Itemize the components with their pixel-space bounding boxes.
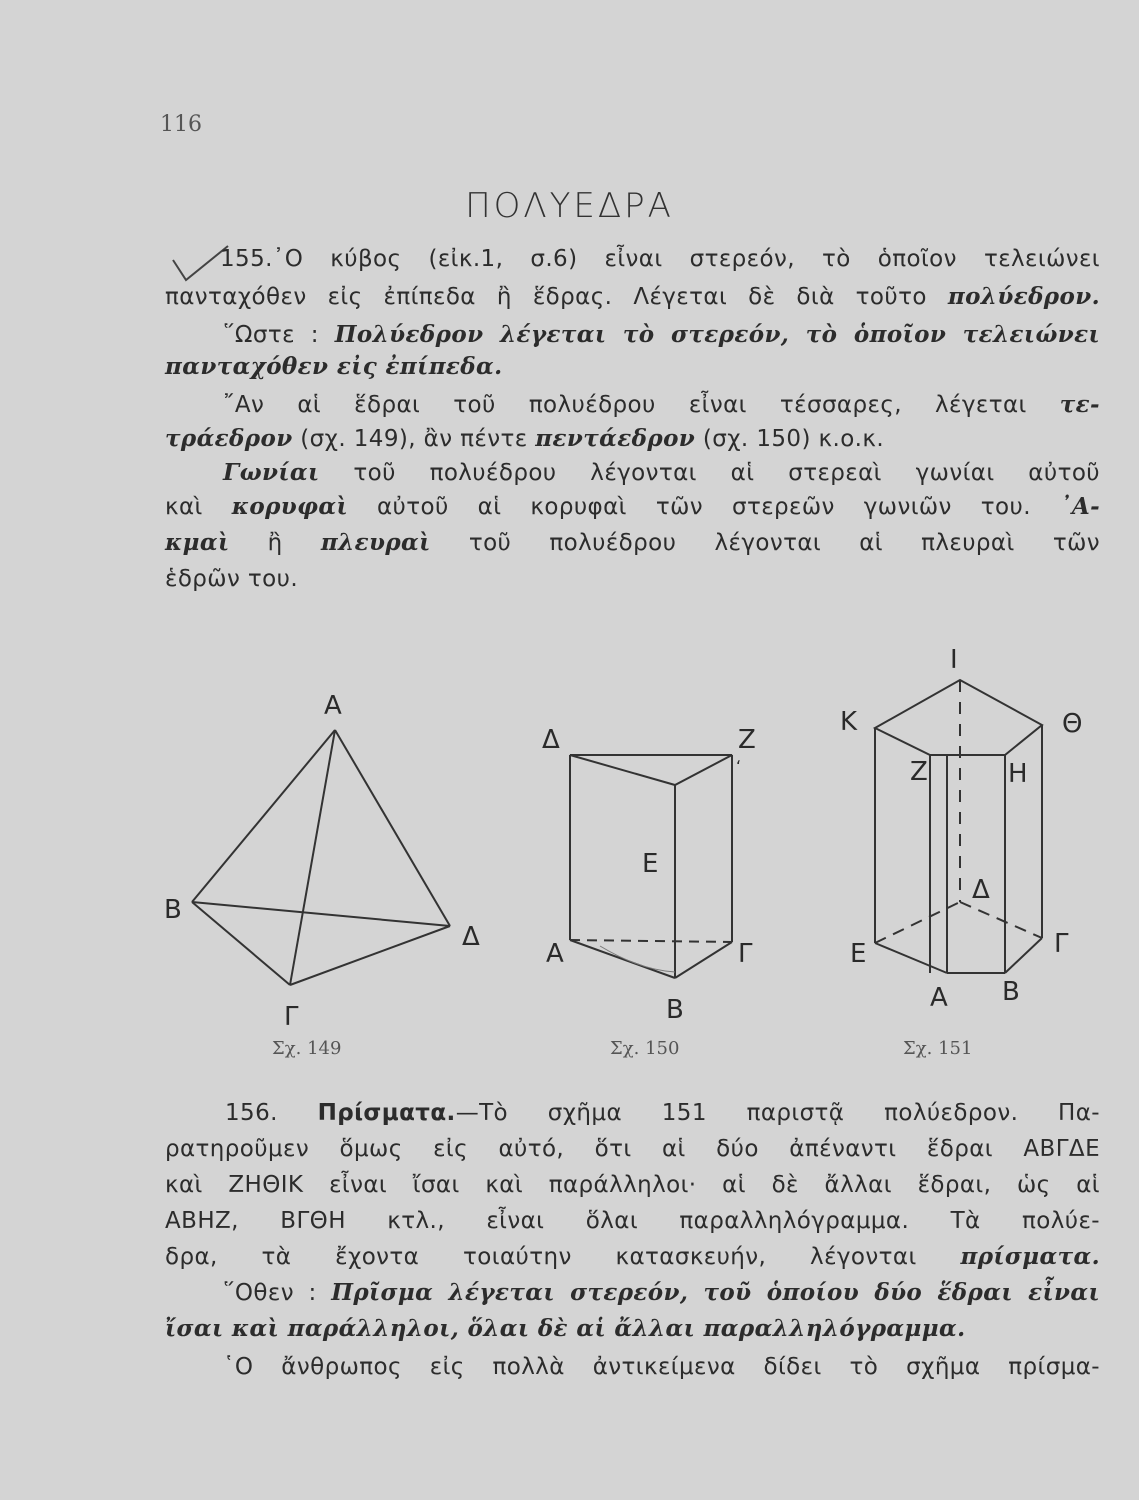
sec156-line-3: καὶ ΖΗΘΙΚ εἶναι ἴσαι καὶ παράλληλοι· αἱ δὲ ἄλλαι ἕδραι, ὡς αἱ xyxy=(165,1172,1100,1198)
fig150-label-e: Ε xyxy=(642,849,659,879)
fig151-label-th: Θ xyxy=(1062,709,1083,739)
caption-fig150: Σχ. 150 xyxy=(610,1038,680,1059)
fig151-label-e: Ε xyxy=(850,939,867,969)
fig149-label-top: Α xyxy=(324,691,342,721)
sec156-line-2: ρατηροῦμεν ὅμως εἰς αὐτό, ὅτι αἱ δύο ἀπέναντι ἕδραι ΑΒΓΔΕ xyxy=(165,1136,1100,1162)
fig151-label-k: Κ xyxy=(840,707,858,737)
fig151-label-z: Ζ xyxy=(910,757,928,787)
page-number: 116 xyxy=(160,112,202,137)
fig151-label-i: Ι xyxy=(950,645,958,675)
sec155-line-3: ῞Ωστε : Πολύεδρον λέγεται τὸ στερεόν, τὸ ὁποῖον τελειώνει xyxy=(223,321,1101,348)
sec156-line-4: ΑΒΗΖ, ΒΓΘΗ κτλ., εἶναι ὅλαι παραλληλόγραμμα. Τὰ πολύε- xyxy=(165,1208,1100,1234)
figure-151-pentagonal-prism xyxy=(830,640,1110,1030)
caption-fig151: Σχ. 151 xyxy=(903,1038,973,1059)
sec155-line-4: πανταχόθεν εἰς ἐπίπεδα. xyxy=(165,353,503,380)
fig150-label-z-mark: ʻ xyxy=(736,757,742,776)
figure-150-triangular-prism xyxy=(530,700,790,1030)
sec155-line-6: τράεδρον (σχ. 149), ἂν πέντε πεντάεδρον (σχ. 150) κ.ο.κ. xyxy=(165,425,885,452)
sec156-line-6: ῞Οθεν : Πρῖσμα λέγεται στερεόν, τοῦ ὁποίου δύο ἕδραι εἶναι xyxy=(223,1279,1100,1306)
fig150-label-d: Δ xyxy=(542,725,560,755)
sec156-line-8: ῾Ο ἄνθρωπος εἰς πολλὰ ἀντικείμενα δίδει τὸ σχῆμα πρίσμα- xyxy=(223,1354,1100,1380)
figure-149-tetrahedron xyxy=(150,680,510,1040)
sec156-line-7: ἴσαι καὶ παράλληλοι, ὅλαι δὲ αἱ ἄλλαι παραλληλόγραμμα. xyxy=(165,1315,966,1342)
fig150-label-z: Ζ xyxy=(738,725,756,755)
sec155-line-9: κμαὶ ἢ πλευραὶ τοῦ πολυέδρου λέγονται αἱ πλευραὶ τῶν xyxy=(165,529,1100,556)
fig150-label-a: Α xyxy=(546,939,564,969)
fig151-label-g: Γ xyxy=(1054,929,1069,959)
fig149-label-left: Β xyxy=(164,895,182,925)
fig151-label-a: Α xyxy=(930,983,948,1013)
fig150-label-b: Β xyxy=(666,995,684,1025)
fig150-label-g: Γ xyxy=(738,939,753,969)
fig151-label-d: Δ xyxy=(972,875,990,905)
fig149-label-bottom: Γ xyxy=(284,1002,299,1032)
sec155-line-7: Γωνίαι τοῦ πολυέδρου λέγονται αἱ στερεαὶ γωνίαι αὐτοῦ xyxy=(223,459,1100,486)
fig151-label-h: Η xyxy=(1008,759,1028,789)
chapter-title: ΠΟΛΥΕΔΡΑ xyxy=(465,186,674,226)
sec155-line-5: ῎Αν αἱ ἕδραι τοῦ πολυέδρου εἶναι τέσσαρες, λέγεται τε- xyxy=(223,391,1101,418)
caption-fig149: Σχ. 149 xyxy=(272,1038,342,1059)
sec155-line-10: ἑδρῶν του. xyxy=(165,566,299,592)
fig149-label-right: Δ xyxy=(462,922,480,952)
sec155-line-2: πανταχόθεν εἰς ἐπίπεδα ἢ ἕδρας. Λέγεται δὲ διὰ τοῦτο πολύεδρον. xyxy=(165,283,1101,310)
sec155-line-8: καὶ κορυφαὶ αὐτοῦ αἱ κορυφαὶ τῶν στερεῶν γωνιῶν του. ᾿Α- xyxy=(165,493,1101,520)
sec156-line-5: δρα, τὰ ἔχοντα τοιαύτην κατασκευήν, λέγονται πρίσματα. xyxy=(165,1243,1101,1270)
sec156-line-1: 156. Πρίσματα.—Τὸ σχῆμα 151 παριστᾷ πολύεδρον. Πα- xyxy=(225,1100,1100,1126)
sec155-line-1: 155.᾿Ο κύβος (εἰκ.1, σ.6) εἶναι στερεόν, τὸ ὁποῖον τελειώνει xyxy=(220,246,1100,272)
fig151-label-b: Β xyxy=(1002,977,1020,1007)
